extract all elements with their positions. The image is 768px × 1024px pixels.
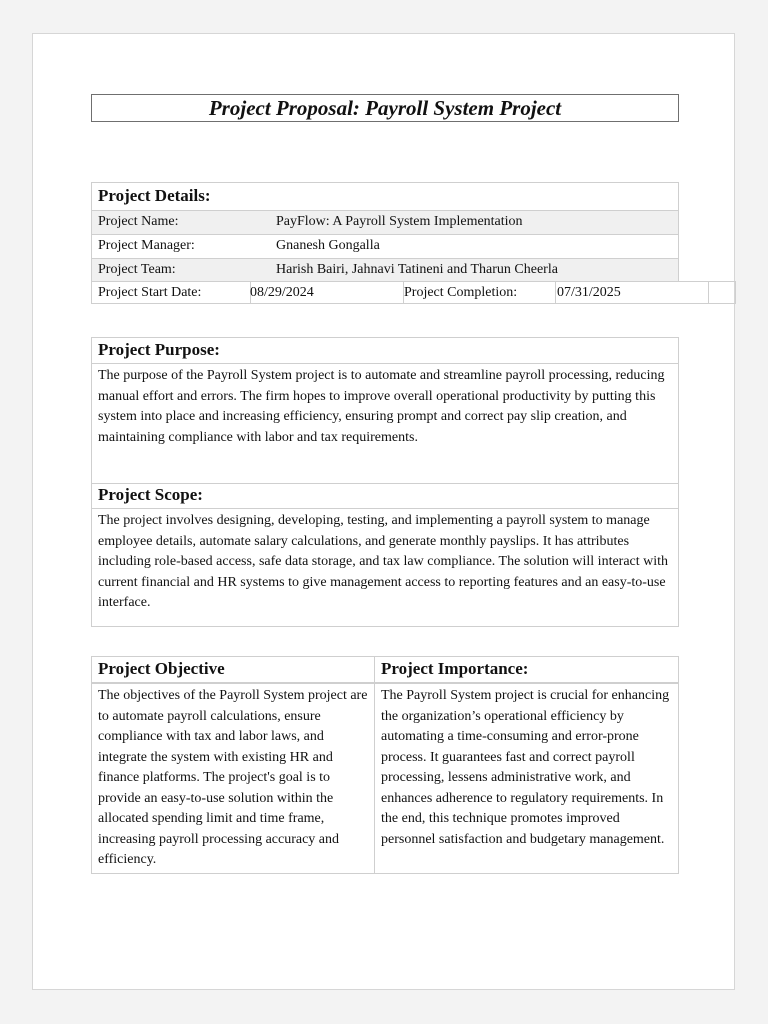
table-row <box>92 211 678 235</box>
objective-importance-table <box>91 656 679 874</box>
importance-column <box>375 657 678 873</box>
project-scope-heading: Project Scope: <box>92 483 678 509</box>
start-date-value: 08/29/2024 <box>250 285 314 300</box>
project-purpose-section <box>91 337 679 484</box>
project-team-label: Project Team: <box>98 262 176 277</box>
project-scope-text: The project involves designing, developing, testing, and implementing a payroll system to manage employee details, automate salary calculations, and generate monthly payslips. It has attributes including role-based access, safe data storage, and tax law compliance. The solution will interact with current financial and HR systems to give management access to reporting features and an easy-to-use interface. <box>98 513 669 610</box>
project-purpose-heading: Project Purpose: <box>92 338 678 364</box>
objective-column <box>92 657 375 873</box>
project-importance-text: The Payroll System project is crucial for enhancing the organization’s operational efficiency by automating a time-consuming and error-prone process. It guarantees fast and correct payroll processing, lessens administrative work, and enhances adherence to regulatory requirements. In the end, this technique promotes improved personnel satisfaction and budgetary management. <box>381 688 670 847</box>
project-team-value: Harish Bairi, Jahnavi Tatineni and Tharun Cheerla <box>276 262 558 277</box>
document-title: Project Proposal: Payroll System Project <box>91 94 679 122</box>
cell-divider <box>708 282 709 303</box>
project-manager-value: Gnanesh Gongalla <box>276 238 380 253</box>
table-row <box>92 235 678 259</box>
cell-divider <box>555 282 556 303</box>
project-dates-row <box>91 281 736 304</box>
project-purpose-text: The purpose of the Payroll System project is to automate and streamline payroll processing, reducing manual effort and errors. The firm hopes to improve overall operational productivity by putting this system into place and increasing efficiency, ensuring prompt and correct pay slip creation, and maintaining compliance with labor and tax requirements. <box>98 368 665 445</box>
project-details-table <box>91 182 679 282</box>
start-date-label: Project Start Date: <box>98 285 202 300</box>
document-page <box>32 33 735 990</box>
project-objective-heading: Project Objective <box>92 657 374 684</box>
project-details-heading: Project Details: <box>92 183 678 211</box>
project-scope-section <box>91 483 679 627</box>
project-importance-heading: Project Importance: <box>375 657 678 684</box>
project-name-value: PayFlow: A Payroll System Implementation <box>276 214 523 229</box>
project-objective-text: The objectives of the Payroll System project are to automate payroll calculations, ensure compliance with tax and labor laws, and integrate the system with existing HR and finance platforms. The project's goal is to provide an easy-to-use solution within the allocated spending limit and time frame, increasing payroll processing accuracy and efficiency. <box>98 688 368 867</box>
table-row <box>92 259 678 281</box>
project-name-label: Project Name: <box>98 214 179 229</box>
completion-label: Project Completion: <box>404 285 518 300</box>
project-manager-label: Project Manager: <box>98 238 195 253</box>
completion-value: 07/31/2025 <box>557 285 621 300</box>
